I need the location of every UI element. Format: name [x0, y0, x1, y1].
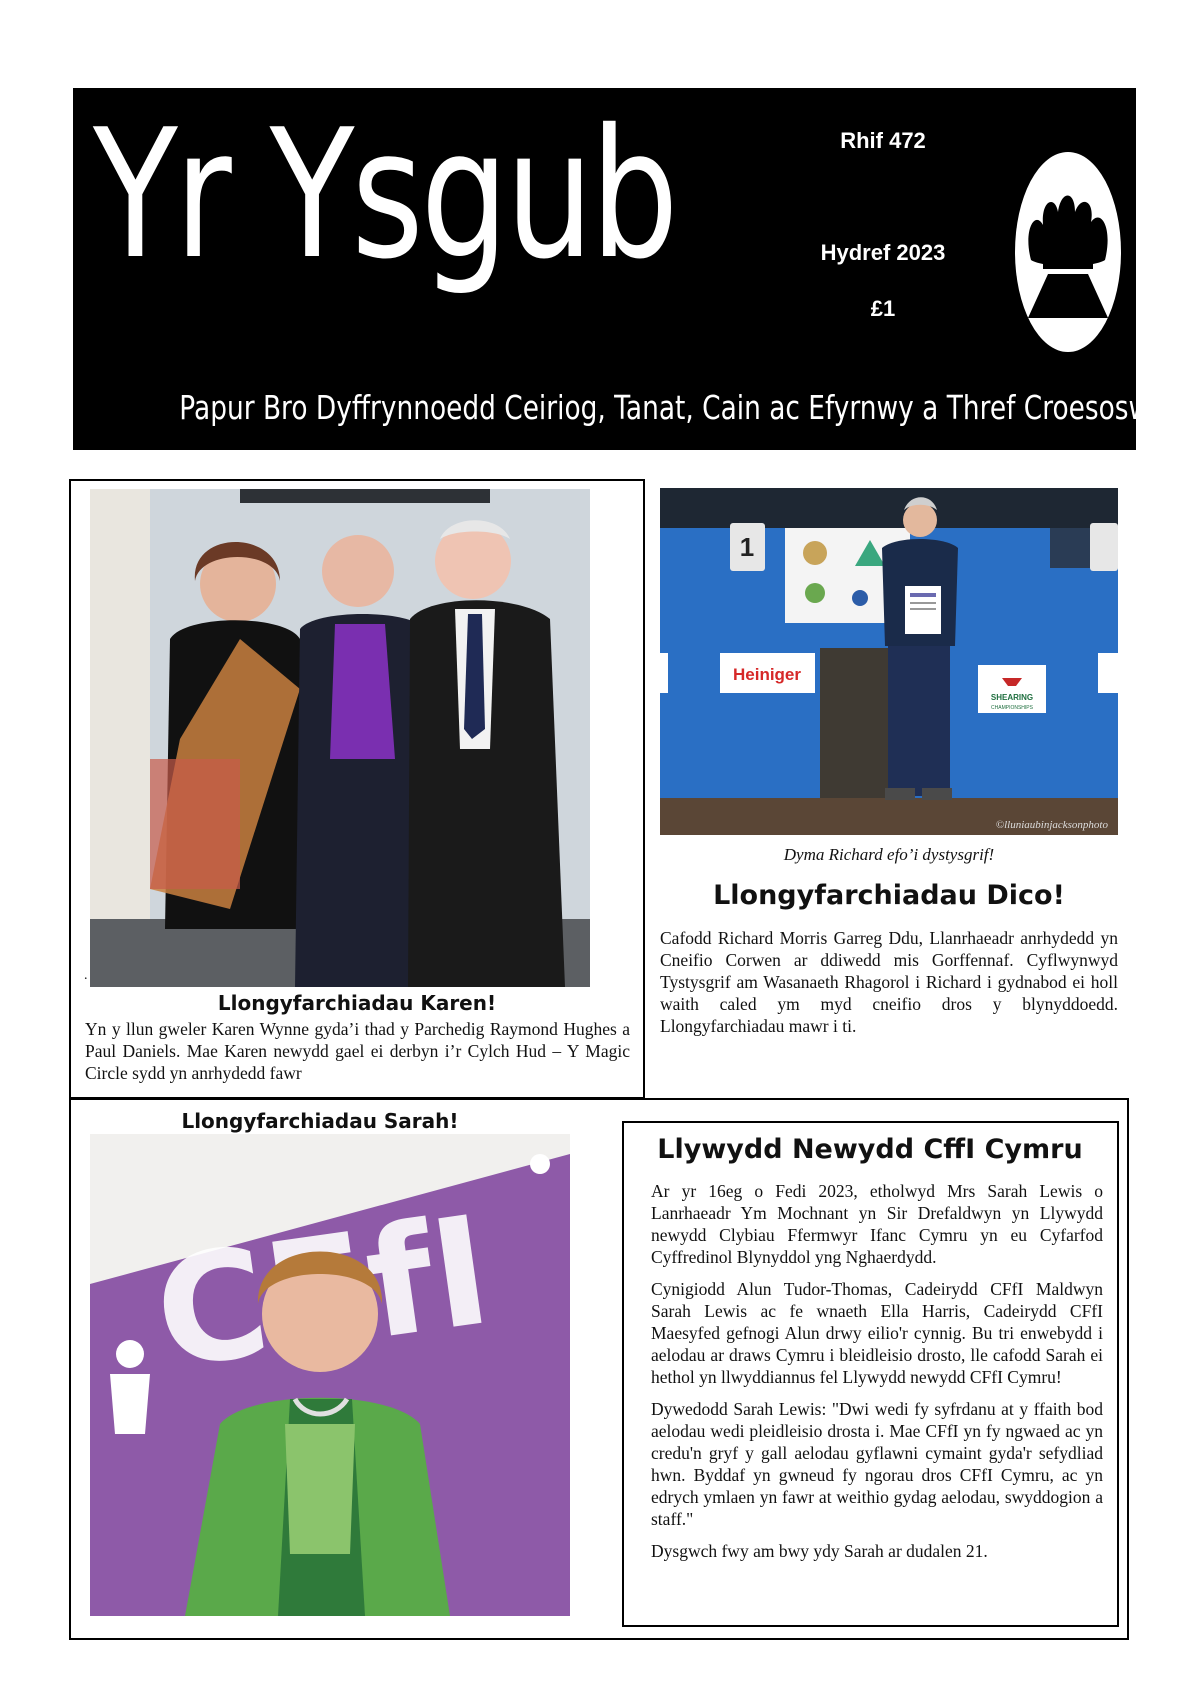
dico-body: Cafodd Richard Morris Garreg Ddu, Llanrhaeadr anrhydedd yn Cneifio Corwen ar ddiwedd mis Gorffennaf. Cyflwynwyd Tystysgrif am Wasanaeth Rhagorol i Richard i gydnabod ei holl waith caled ym myd cneifio dros y blynyddoedd. Llongyfarchiadau mawr i ti. [660, 928, 1118, 1036]
president-paragraph: Ar yr 16eg o Fedi 2023, etholwyd Mrs Sarah Lewis o Lanrhaeadr Ym Mochnant yn Sir Drefaldwyn yn Llywydd newydd Clybiau Ffermwyr Ifanc Cymru yn eu Cyfarfod Cyffredinol Blynyddol yng Nghaerdydd. [651, 1181, 1103, 1267]
president-paragraph: Dysgwch fwy am bwy ydy Sarah ar dudalen 21. [651, 1541, 988, 1561]
issue-number: Rhif 472 [840, 128, 926, 153]
newspaper-title: Yr Ysgub [93, 91, 676, 298]
president-body [651, 1180, 1103, 1572]
stray-dot: . [84, 968, 88, 983]
sarah-photo [90, 1134, 570, 1616]
shearing-banner-text: SHEARING [990, 693, 1034, 702]
president-paragraph: Dywedodd Sarah Lewis: "Dwi wedi fy syfrdanu at y ffaith bod aelodau wedi pleidleisio drosta i. Mae CFfI yn fy ngwaed ac yn credu'n gryf y gall aelodau gyflawni cymaint gyda'r sefydliad hwn. Byddaf yn gwneud fy ngorau dros CFfI Cymru, ac yn edrych ymlaen yn fawr at weithio gydag aelodau, swyddogion a staff." [651, 1399, 1103, 1529]
dico-photo-caption: Dyma Richard efo’i dystysgrif! [783, 845, 995, 864]
championships-banner-text: CHAMPIONSHIPS [991, 705, 1033, 711]
issue-price: £1 [870, 296, 896, 321]
sarah-heading: Llongyfarchiadau Sarah! [181, 1109, 459, 1133]
karen-heading: Llongyfarchiadau Karen! [217, 991, 497, 1015]
president-paragraph: Cynigiodd Alun Tudor-Thomas, Cadeirydd CFfI Maldwyn Sarah Lewis ac fe wnaeth Ella Harris, Cadeirydd CFfI Maesyfed gefnogi Alun drwy eilio'r cynnig. Bu tri enwebydd i aelodau ar draws Cymru i bleidleisio drosto, lle cafodd Sarah ei hethol yn llwyddiannus fel Llywydd newydd CFfI Cymru! [651, 1279, 1103, 1387]
newspaper-subtitle: Papur Bro Dyffrynnoedd Ceiriog, Tanat, Cain ac Efyrnwy a Thref Croesoswallt [179, 388, 1192, 427]
dico-heading: Llongyfarchiadau Dico! [713, 880, 1065, 911]
wheat-sheaf-icon [1013, 150, 1123, 355]
photo-credit: ©lluniaubinjacksonphoto [995, 819, 1108, 831]
dico-photo [660, 488, 1118, 835]
issue-date: Hydref 2023 [820, 240, 946, 265]
pen-number-left: 1 [739, 532, 755, 562]
karen-photo [90, 489, 590, 987]
president-heading: Llywydd Newydd CffI Cymru [657, 1134, 1083, 1165]
heiniger-banner-text: Heiniger [732, 665, 802, 684]
masthead [73, 88, 1192, 450]
karen-body: Yn y llun gweler Karen Wynne gyda’i thad y Parchedig Raymond Hughes a Paul Daniels. Mae Karen newydd gael ei derbyn i’r Cylch Hud – Y Magic Circle sydd yn anrhydedd fawr [85, 1019, 630, 1083]
